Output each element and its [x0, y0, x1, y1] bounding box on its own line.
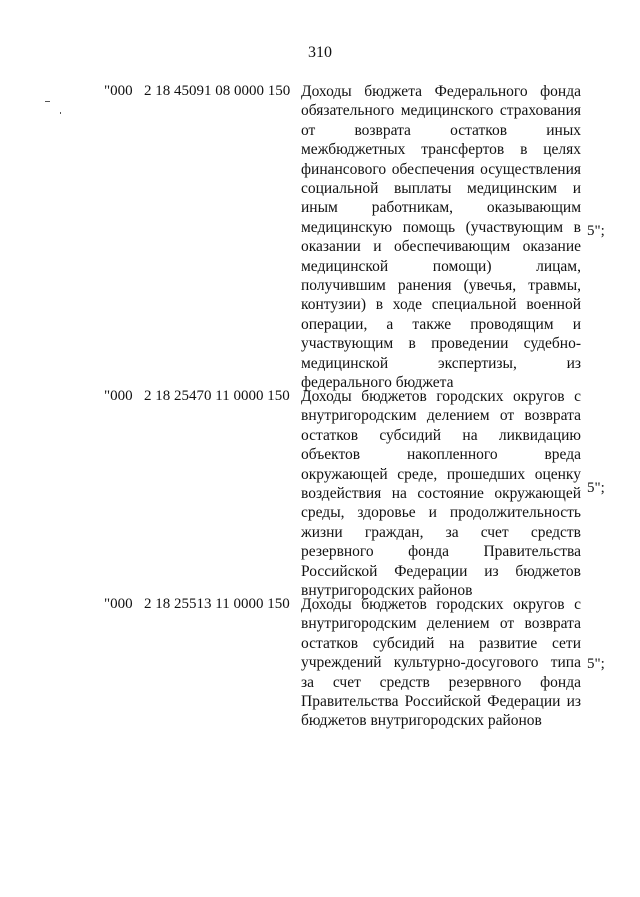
row-value: 5"; — [587, 480, 605, 496]
row-prefix: "000 — [104, 596, 133, 612]
table-row — [0, 387, 640, 600]
code-cell — [104, 595, 290, 614]
row-description: Доходы бюджетов городских округов с внутригородским делением от возврата остатков субсидий на развитие сети учреждений культурно-досугового типа за счет средств резервного фонда Правительства Российской Федерации из бюджетов внутригородских районов — [301, 596, 581, 730]
code-cell — [104, 82, 290, 101]
table-row — [0, 82, 640, 392]
page-number: 310 — [308, 44, 332, 61]
row-description: Доходы бюджетов городских округов с внутригородским делением от возврата остатков субсидий на ликвидацию объектов накопленного вреда окружающей среде, прошедших оценку воздействия на состояние окружающей среды, здоровье и продолжительность жизни граждан, за счет средств резервного фонда Правительства Российской Федерации из бюджетов внутригородских районов — [301, 388, 581, 600]
row-value: 5"; — [587, 223, 605, 239]
code-cell — [104, 387, 290, 406]
table-row — [0, 595, 640, 735]
budget-code: 2 18 45091 08 0000 150 — [144, 83, 291, 99]
row-prefix: "000 — [104, 388, 133, 404]
row-description: Доходы бюджета Федерального фонда обязательного медицинского страхования от возврата остатков иных межбюджетных трансфертов в целях финансового обеспечения осуществления социальной выплаты медицинским и иным работникам, оказывающим медицинскую помощь (участвующим в оказании и обеспечивающим оказание медицинской помощи) лицам, получившим ранения (увечья, травмы, контузии) в ходе специальной военной операции, а также проводящим и участвующим в проведении судебно-медицинской экспертизы, из федерального бюджета — [301, 83, 581, 392]
row-value: 5"; — [587, 656, 605, 672]
budget-code: 2 18 25470 11 0000 150 — [144, 388, 290, 404]
row-prefix: "000 — [104, 83, 133, 99]
budget-code: 2 18 25513 11 0000 150 — [144, 596, 290, 612]
